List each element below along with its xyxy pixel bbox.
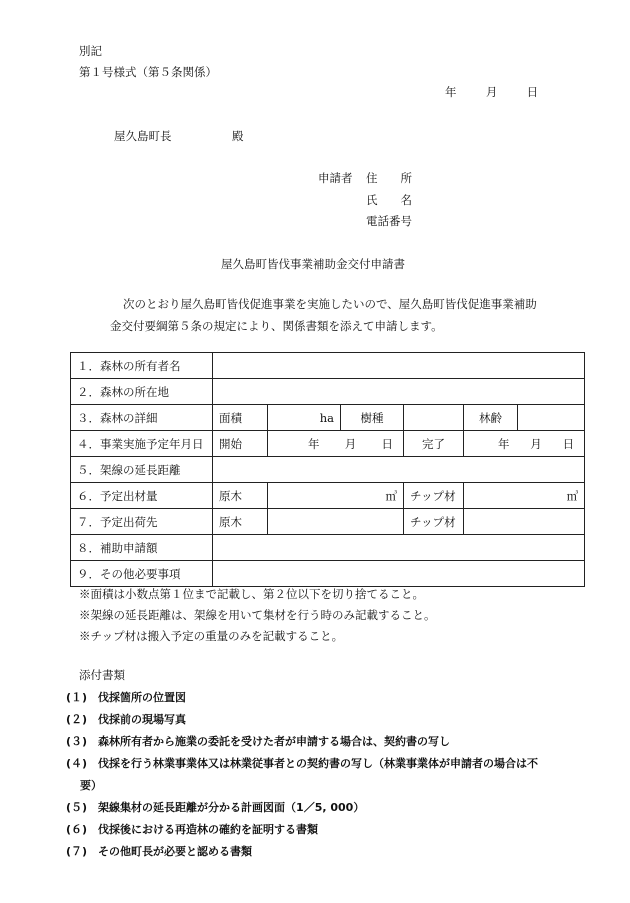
table-row bbox=[71, 379, 585, 405]
attachments-list bbox=[66, 689, 538, 865]
other-field[interactable] bbox=[213, 561, 585, 587]
area-label: 面積 bbox=[213, 405, 268, 431]
start-label: 開始 bbox=[213, 431, 268, 457]
table-row bbox=[71, 405, 585, 431]
applicant-label: 申請者 bbox=[318, 171, 353, 185]
intro-line-2: 金交付要綱第５条の規定により、関係書類を添えて申請します。 bbox=[110, 319, 443, 333]
destination-log-label: 原木 bbox=[213, 509, 268, 535]
document-title: 屋久島町皆伐事業補助金交付申請書 bbox=[221, 257, 405, 271]
note-item: ※チップ材は搬入予定の重量のみを記載すること。 bbox=[79, 629, 344, 643]
date-day: 日 bbox=[526, 85, 539, 99]
attachment-item: (１) 伐採箇所の位置図 bbox=[66, 691, 187, 704]
owner-name-field[interactable] bbox=[213, 353, 585, 379]
age-label: 林齢 bbox=[464, 405, 518, 431]
name-label: 氏 名 bbox=[366, 193, 412, 207]
volume-label: ６．予定出材量 bbox=[71, 483, 213, 509]
forest-detail-label: ３．森林の詳細 bbox=[71, 405, 213, 431]
schedule-label: ４．事業実施予定年月日 bbox=[71, 431, 213, 457]
destination-chip-label: チップ材 bbox=[404, 509, 464, 535]
table-row bbox=[71, 483, 585, 509]
start-month: 月 bbox=[344, 436, 357, 451]
table-row bbox=[71, 457, 585, 483]
table-row bbox=[71, 431, 585, 457]
note-item: ※架線の延長距離は、架線を用いて集材を行う時のみ記載すること。 bbox=[79, 608, 436, 622]
cable-length-field[interactable] bbox=[213, 457, 585, 483]
owner-name-label: １．森林の所有者名 bbox=[71, 353, 213, 379]
destination-chip-field[interactable] bbox=[464, 509, 585, 535]
location-field[interactable] bbox=[213, 379, 585, 405]
start-date-field[interactable] bbox=[268, 431, 404, 457]
intro-line-1: 次のとおり屋久島町皆伐促進事業を実施したいので、屋久島町皆伐促進事業補助 bbox=[123, 297, 537, 311]
m3-unit: ㎥ bbox=[385, 488, 397, 503]
attachment-item: 要） bbox=[80, 779, 102, 792]
subsidy-amount-field[interactable] bbox=[213, 535, 585, 561]
attachment-item: (６) 伐採後における再造林の確約を証明する書類 bbox=[66, 823, 319, 836]
attachment-item: (４) 伐採を行う林業事業体又は林業従事者との契約書の写し（林業事業体が申請者の場合は不 bbox=[66, 757, 539, 770]
end-date-field[interactable] bbox=[464, 431, 585, 457]
area-field[interactable] bbox=[268, 405, 341, 431]
end-month: 月 bbox=[530, 436, 542, 451]
ha-unit: ha bbox=[319, 410, 334, 425]
address-label: 住 所 bbox=[366, 171, 412, 185]
destination-label: ７．予定出荷先 bbox=[71, 509, 213, 535]
attachment-item: (７) その他町長が必要と認める書類 bbox=[66, 845, 253, 858]
m3-unit: ㎥ bbox=[566, 488, 579, 503]
cable-length-label: ５．架線の延長距離 bbox=[71, 457, 213, 483]
location-label: ２．森林の所在地 bbox=[71, 379, 213, 405]
end-year: 年 bbox=[498, 436, 510, 451]
table-row bbox=[71, 561, 585, 587]
attachment-item: (３) 森林所有者から施業の委託を受けた者が申請する場合は、契約書の写し bbox=[66, 735, 451, 748]
volume-chip-label: チップ材 bbox=[404, 483, 464, 509]
table-row bbox=[71, 509, 585, 535]
application-table bbox=[70, 352, 585, 587]
destination-log-field[interactable] bbox=[268, 509, 404, 535]
phone-label: 電話番号 bbox=[366, 214, 412, 228]
end-day: 日 bbox=[562, 436, 575, 451]
form-number: 第１号様式（第５条関係） bbox=[79, 65, 217, 79]
recipient-name: 屋久島町長 bbox=[114, 129, 172, 143]
recipient-honorific: 殿 bbox=[232, 129, 244, 143]
note-item: ※面積は小数点第１位まで記載し、第２位以下を切り捨てること。 bbox=[79, 587, 424, 601]
table-row bbox=[71, 535, 585, 561]
volume-chip-field[interactable] bbox=[464, 483, 585, 509]
species-field[interactable] bbox=[404, 405, 464, 431]
date-year: 年 bbox=[445, 85, 457, 99]
date-line bbox=[445, 84, 538, 100]
attachment-item: (２) 伐採前の現場写真 bbox=[66, 713, 187, 726]
subsidy-amount-label: ８．補助申請額 bbox=[71, 535, 213, 561]
species-label: 樹種 bbox=[341, 405, 404, 431]
attachment-item: (５) 架線集材の延長距離が分かる計画図面（1／5, 000） bbox=[66, 801, 365, 814]
end-label: 完了 bbox=[404, 431, 464, 457]
notes bbox=[79, 586, 436, 649]
volume-log-field[interactable] bbox=[268, 483, 404, 509]
table-row bbox=[71, 353, 585, 379]
other-label: ９．その他必要事項 bbox=[71, 561, 213, 587]
age-field[interactable] bbox=[518, 405, 585, 431]
start-day: 日 bbox=[381, 436, 393, 451]
attachments-heading: 添付書類 bbox=[79, 668, 125, 682]
volume-log-label: 原木 bbox=[213, 483, 268, 509]
start-year: 年 bbox=[308, 436, 320, 451]
betsuki-label: 別記 bbox=[79, 44, 102, 58]
date-month: 月 bbox=[485, 85, 498, 99]
